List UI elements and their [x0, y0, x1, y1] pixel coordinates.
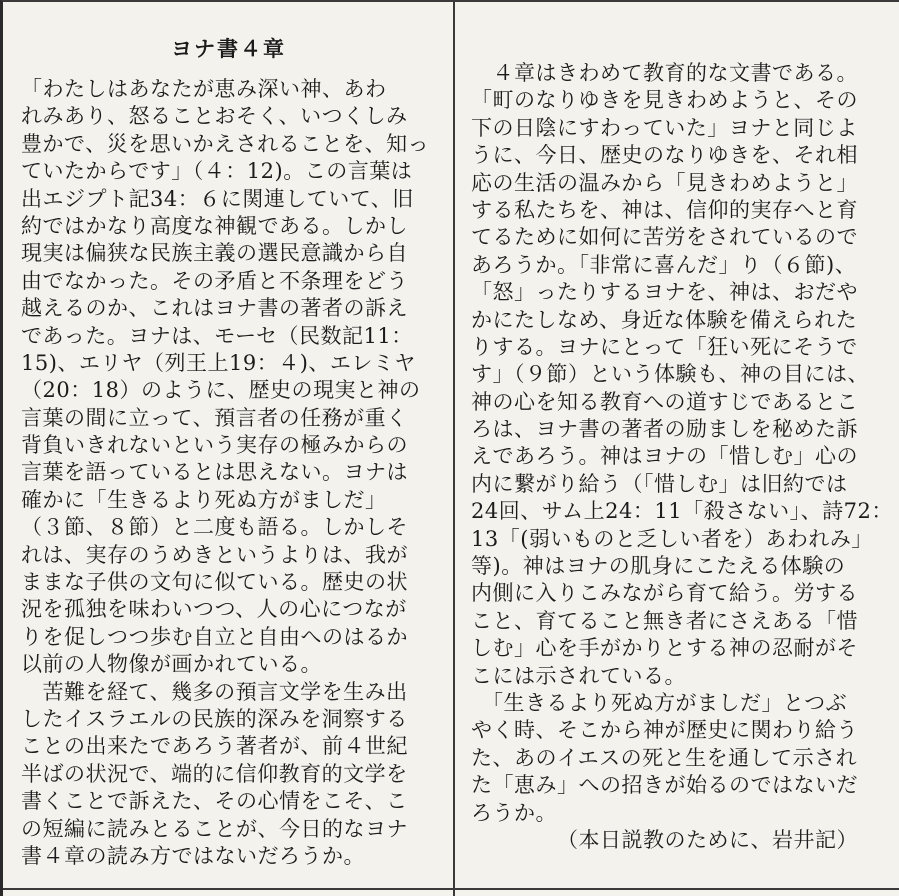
text-line: ていたからです」（４：12)。この言葉は — [21, 159, 413, 184]
text-line: 等)。神はヨナの肌身にこたえる体験の — [471, 554, 846, 579]
right-column-text — [471, 60, 892, 827]
text-line: 言葉を語っているとは思えない。ヨナは — [21, 460, 408, 485]
text-line: ろは、ヨナ書の著者の励ましを秘めた訴 — [471, 417, 858, 442]
text-line: 越えるのか、これはヨナ書の著者の訴え — [21, 296, 408, 321]
text-line: やく時、そこから神が歴史に関わり給う — [471, 718, 858, 743]
text-line: 書４章の読み方ではないだろうか。 — [21, 843, 365, 868]
text-line: 言葉の間に立って、預言者の任務が重く — [21, 405, 408, 430]
text-line: 現実は偏狭な民族主義の選民意識から自 — [21, 241, 408, 266]
text-line: であった。ヨナは、モーセ（民数記11： — [21, 323, 413, 348]
left-column — [3, 2, 455, 896]
text-line: れは、実存のうめきというよりは、我が — [21, 542, 408, 567]
text-line: かにたしなめ、身近な体験を備えられた — [471, 307, 858, 332]
text-line: えであろう。神はヨナの「惜しむ」心の — [471, 444, 858, 469]
text-line: する私たちを、神は、信仰的実存へと育 — [471, 197, 858, 222]
left-column-text — [21, 76, 447, 870]
text-line: 15)、エリヤ（列王上19：４)、エレミヤ — [21, 350, 416, 375]
text-line: 「生きるより死ぬ方がましだ」とつぶ — [471, 690, 848, 715]
text-line: 背負いきれないという実存の極みからの — [21, 433, 408, 458]
right-column — [455, 2, 899, 896]
article-title: ヨナ書４章 — [171, 36, 286, 61]
text-line: 確かに「生きるより死ぬ方がましだ」 — [21, 487, 387, 512]
text-line: 約ではかなり高度な神観である。しかし — [21, 213, 408, 238]
text-line: てるために如何に苦労をされているので — [471, 225, 858, 250]
text-line: 由でなかった。その矛盾と不条理をどう — [21, 268, 408, 293]
text-line: 出エジプト記34：６に関連していて、旧 — [21, 186, 414, 211]
text-line: の短編に読みとることが、今日的なヨナ — [21, 816, 408, 841]
text-line: た、あのイエスの死と生を通して示され — [471, 745, 858, 770]
text-line: しむ」心を手がかりとする神の忍耐がそ — [471, 636, 858, 661]
text-line: したイスラエルの民族的深みを洞察する — [21, 706, 408, 731]
text-line: りする。ヨナにとって「狂い死にそうで — [471, 334, 858, 359]
text-line: 13「(弱いものと乏しい者を）あわれみ」 — [471, 526, 873, 551]
text-line: こと、育てること無き者にさえある「惜 — [471, 608, 858, 633]
text-line: ままな子供の文句に似ている。歴史の状 — [21, 570, 408, 595]
text-line: こには示されている。 — [471, 663, 686, 688]
text-line: ４章はきわめて教育的な文書である。 — [471, 61, 858, 85]
text-line: 書くことで訴えた、その心情をこそ、こ — [21, 789, 408, 814]
text-line: うに、今日、歴史のなりゆきを、それ相 — [471, 143, 858, 168]
text-line: 「町のなりゆきを見きわめようと、その — [471, 88, 858, 113]
text-line: 下の日陰にすわっていた」ヨナと同じよ — [471, 115, 858, 140]
text-line: 豊かで、災を思いかえされることを、知っ — [21, 131, 430, 156]
text-line: あろうか。「非常に喜んだ」り（６節)、 — [471, 252, 857, 277]
text-line: ことの出来たであろう著者が、前４世紀 — [21, 734, 408, 759]
text-line: 24回、サム上24：11「殺さない」、詩72： — [471, 499, 893, 524]
author-signature: （本日説教のために、岩井記） — [557, 827, 858, 852]
text-line: 内側に入りこみながら育て給う。労する — [471, 581, 858, 606]
bottom-rule — [3, 888, 899, 890]
text-line: す」（９節）という体験も、神の目には、 — [471, 362, 869, 387]
text-line: 以前の人物像が画かれている。 — [21, 652, 322, 677]
text-line: りを促しつつ歩む自立と自由へのはるか — [21, 624, 408, 649]
text-line: 「怒」ったりするヨナを、神は、おだや — [471, 280, 858, 305]
text-line: （20：18）のように、歴史の現実と神の — [21, 378, 421, 403]
text-line: た「恵み」への招きが始るのではないだ — [471, 773, 858, 798]
text-line: 半ばの状況で、端的に信仰教育的文学を — [21, 761, 408, 786]
text-line: 「わたしはあなたが恵み深い神、あわ — [21, 77, 387, 101]
text-line: 神の心を知る教育への道すじであるとこ — [471, 389, 858, 414]
text-line: 内に繋がり給う（「惜しむ」は旧約では — [471, 471, 848, 496]
text-line: 況を孤独を味わいつつ、人の心につなが — [21, 597, 407, 622]
text-line: （３節、８節）と二度も語る。しかしそ — [21, 515, 408, 540]
text-line: れみあり、怒ることおそく、いつくしみ — [21, 104, 408, 129]
text-line: 苦難を経て、幾多の預言文学を生み出 — [21, 679, 408, 704]
text-line: 応の生活の温みから「見きわめようと」 — [471, 170, 858, 195]
text-line: ろうか。 — [471, 800, 557, 825]
